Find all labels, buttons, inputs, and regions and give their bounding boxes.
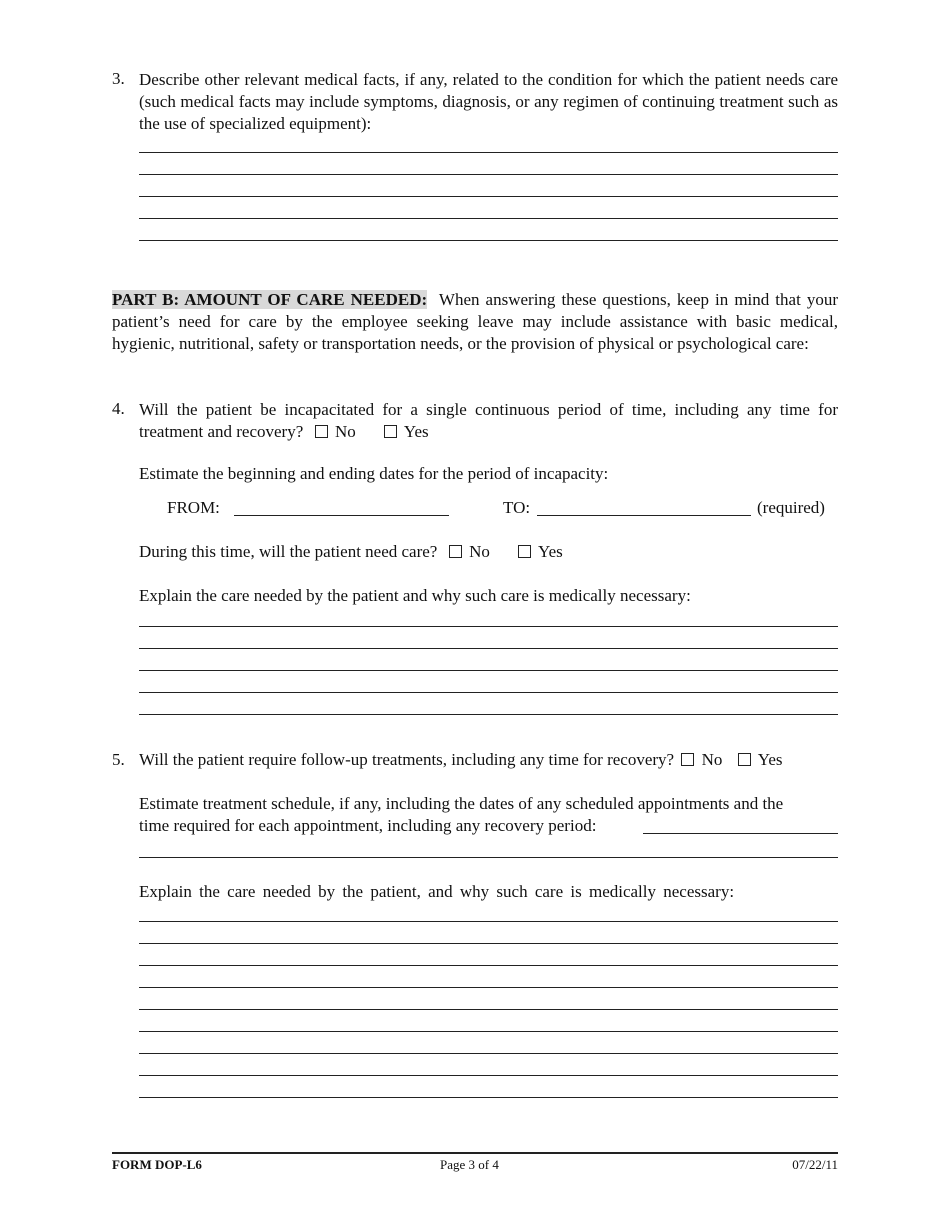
q4-estimate-text: Estimate the beginning and ending dates for the period of incapacity: <box>139 464 609 483</box>
answer-line[interactable] <box>139 196 838 197</box>
footer-date: 07/22/11 <box>792 1157 838 1172</box>
answer-line[interactable] <box>139 1031 838 1032</box>
answer-line[interactable] <box>139 670 838 671</box>
q5-explain-text: Explain the care needed by the patient, and why such care is medically necessary: <box>139 882 735 901</box>
answer-line[interactable] <box>139 218 838 219</box>
q5-yes-checkbox[interactable] <box>738 753 751 766</box>
q5-no-label: No <box>701 750 723 769</box>
answer-line[interactable] <box>139 692 838 693</box>
q5-schedule-line[interactable] <box>139 857 838 858</box>
question-3-text: Describe other relevant medical facts, if any, related to the condition for which the patient needs care (such medical facts may include symptoms, diagnosis, or any regimen of continuing treatment such as the use of specialized equipment): <box>139 70 838 133</box>
q5-schedule-field[interactable] <box>643 833 838 834</box>
answer-line[interactable] <box>139 965 838 966</box>
part-b-heading: PART B: AMOUNT OF CARE NEEDED: <box>112 290 428 309</box>
answer-line[interactable] <box>139 921 838 922</box>
q4-care-question <box>139 542 563 562</box>
answer-line[interactable] <box>139 1009 838 1010</box>
q4-care-prompt: During this time, will the patient need care? <box>139 542 438 561</box>
q4-care-yes-checkbox[interactable] <box>518 545 531 558</box>
q5-schedule-text-line2: time required for each appointment, including any recovery period: <box>139 816 597 835</box>
footer-rule <box>112 1152 838 1154</box>
answer-line[interactable] <box>139 1097 838 1098</box>
answer-line[interactable] <box>139 152 838 153</box>
q5-yes-label: Yes <box>757 750 783 769</box>
footer-form-id: FORM DOP-L6 <box>112 1157 202 1172</box>
answer-line[interactable] <box>139 648 838 649</box>
question-5-text <box>139 750 838 770</box>
q4-from-label: FROM: <box>167 498 220 517</box>
question-4-number: 4. <box>112 399 125 418</box>
q5-schedule-text-line1: Estimate treatment schedule, if any, including the dates of any scheduled appointments and the <box>139 794 784 813</box>
question-4-prompt: Will the patient be incapacitated for a single continuous period of time, including any time for treatment and recovery? <box>139 400 838 441</box>
q4-yes-label: Yes <box>403 422 429 441</box>
answer-line[interactable] <box>139 987 838 988</box>
footer-page-number: Page 3 of 4 <box>440 1157 499 1172</box>
answer-line[interactable] <box>139 714 838 715</box>
q4-care-yes-label: Yes <box>538 542 563 561</box>
q4-to-date-field[interactable] <box>537 501 751 516</box>
q4-care-no-checkbox[interactable] <box>449 545 462 558</box>
answer-line[interactable] <box>139 1075 838 1076</box>
question-5-number: 5. <box>112 750 125 769</box>
q4-explain-text: Explain the care needed by the patient and why such care is medically necessary: <box>139 586 691 605</box>
part-b-text: When answering these questions, keep in mind that your patient’s need for care by the employee seeking leave may include assistance with basic medical, hygienic, nutritional, safety or transportation needs, or the provision of physical or psychological care: <box>112 290 838 353</box>
answer-line[interactable] <box>139 174 838 175</box>
question-3-number: 3. <box>112 69 125 88</box>
answer-line[interactable] <box>139 240 838 241</box>
q4-to-label: TO: <box>503 498 531 517</box>
q5-no-checkbox[interactable] <box>681 753 694 766</box>
answer-line[interactable] <box>139 626 838 627</box>
answer-line[interactable] <box>139 1053 838 1054</box>
q4-from-date-field[interactable] <box>234 501 449 516</box>
answer-line[interactable] <box>139 943 838 944</box>
q4-no-checkbox[interactable] <box>315 425 328 438</box>
q4-care-no-label: No <box>469 542 490 561</box>
question-5-prompt: Will the patient require follow-up treatments, including any time for recovery? <box>139 750 675 769</box>
question-4-text <box>139 399 838 443</box>
part-b-intro <box>112 289 838 355</box>
q4-required-label: (required) <box>757 498 825 517</box>
q4-yes-checkbox[interactable] <box>384 425 397 438</box>
q4-no-label: No <box>335 422 356 441</box>
